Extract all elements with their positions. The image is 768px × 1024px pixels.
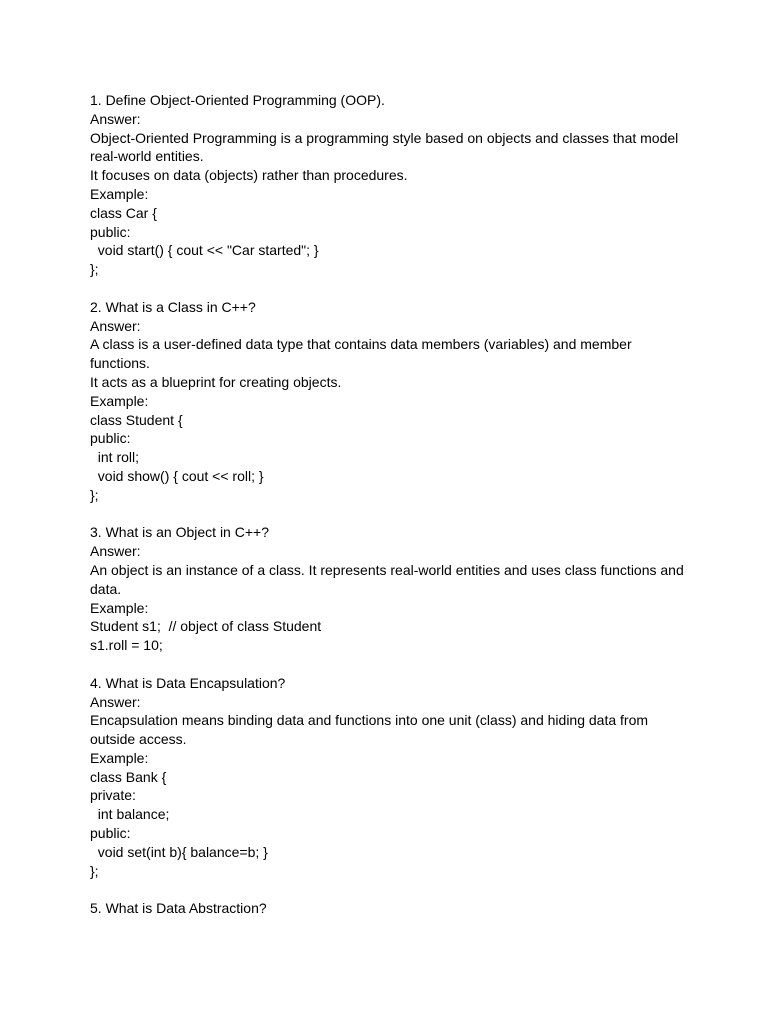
qa-section-1	[90, 91, 690, 279]
qa-section-2	[90, 298, 690, 505]
example-label: Example:	[90, 749, 149, 766]
answer-text-line: functions.	[90, 355, 150, 372]
document-body	[90, 91, 690, 918]
code-line: void show() { cout << roll; }	[90, 467, 264, 484]
answer-text-line: An object is an instance of a class. It represents real-world entities and uses class functions and	[90, 561, 684, 578]
section-spacer	[90, 655, 690, 674]
answer-label: Answer:	[90, 317, 141, 334]
qa-section-3	[90, 523, 690, 655]
question-heading: 5. What is Data Abstraction?	[90, 900, 267, 917]
section-spacer	[90, 505, 690, 524]
code-line: };	[90, 261, 99, 278]
code-line: };	[90, 486, 99, 503]
code-line: };	[90, 862, 99, 879]
code-line: int balance;	[90, 806, 170, 823]
question-heading: 1. Define Object-Oriented Programming (OOP).	[90, 92, 385, 108]
code-line: Student s1; // object of class Student	[90, 618, 322, 635]
answer-label: Answer:	[90, 543, 141, 560]
code-line: public:	[90, 223, 131, 240]
code-line: void set(int b){ balance=b; }	[90, 843, 268, 860]
answer-text-line: It acts as a blueprint for creating objects.	[90, 373, 342, 390]
qa-section-5	[90, 899, 690, 918]
example-label: Example:	[90, 599, 149, 616]
answer-label: Answer:	[90, 693, 141, 710]
answer-text-line: A class is a user-defined data type that contains data members (variables) and member	[90, 336, 632, 353]
code-line: private:	[90, 787, 136, 804]
code-line: public:	[90, 825, 131, 842]
code-line: void start() { cout << "Car started"; }	[90, 242, 319, 259]
answer-text-line: Encapsulation means binding data and functions into one unit (class) and hiding data from	[90, 712, 649, 729]
answer-text-line: real-world entities.	[90, 148, 204, 165]
example-label: Example:	[90, 392, 149, 409]
code-line: s1.roll = 10;	[90, 637, 163, 654]
example-label: Example:	[90, 185, 149, 202]
answer-label: Answer:	[90, 110, 141, 127]
question-heading: 3. What is an Object in C++?	[90, 524, 269, 541]
answer-text-line: Object-Oriented Programming is a programming style based on objects and classes that model	[90, 129, 679, 146]
code-line: class Car {	[90, 204, 157, 221]
code-line: public:	[90, 430, 131, 447]
code-line: class Student {	[90, 411, 183, 428]
code-line: class Bank {	[90, 768, 167, 785]
answer-text-line: data.	[90, 580, 122, 597]
qa-section-4	[90, 674, 690, 881]
section-spacer	[90, 880, 690, 899]
answer-text-line: It focuses on data (objects) rather than procedures.	[90, 167, 408, 184]
answer-text-line: outside access.	[90, 731, 187, 748]
code-line: int roll;	[90, 449, 140, 466]
question-heading: 2. What is a Class in C++?	[90, 298, 256, 315]
section-spacer	[90, 279, 690, 298]
question-heading: 4. What is Data Encapsulation?	[90, 674, 286, 691]
